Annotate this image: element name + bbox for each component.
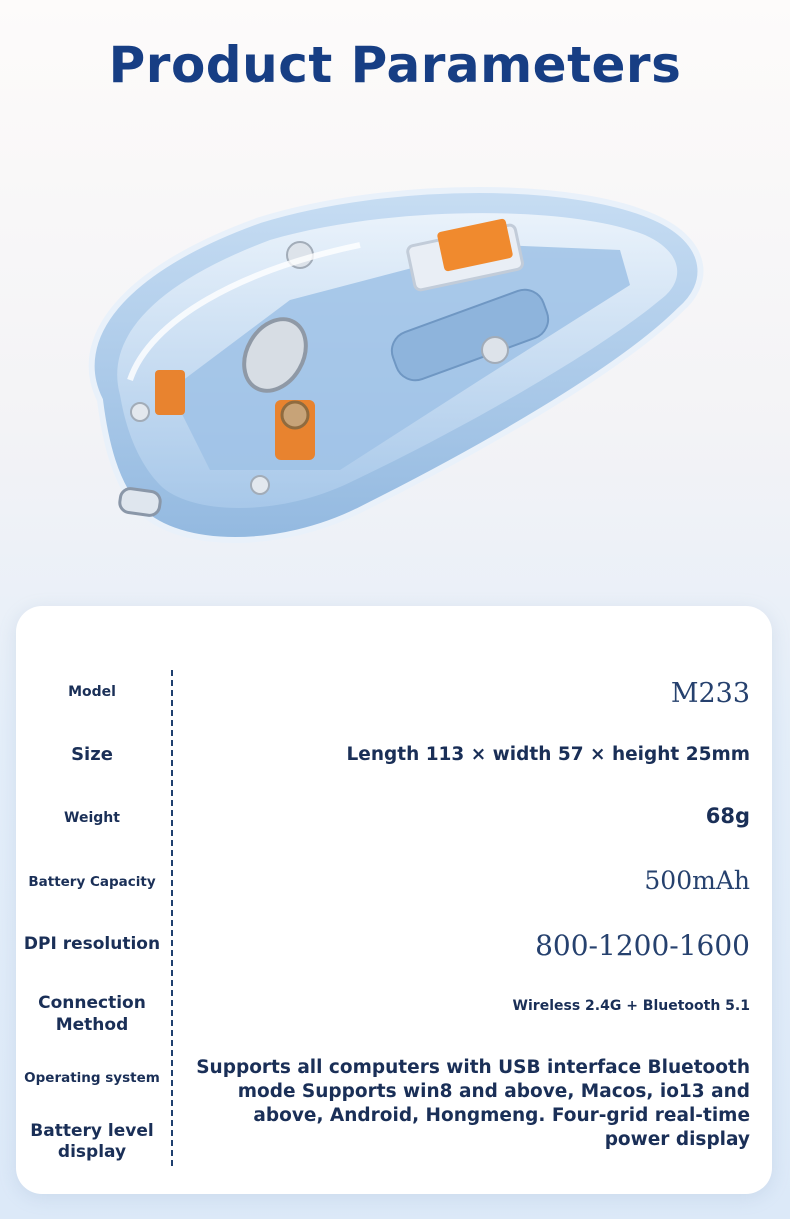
spec-value-battery: 500mAh xyxy=(644,866,750,895)
spec-label-os: Operating system xyxy=(24,1070,160,1086)
spec-label-model: Model xyxy=(68,684,116,700)
spec-value-weight: 68g xyxy=(705,804,750,828)
spec-value-connection: Wireless 2.4G + Bluetooth 5.1 xyxy=(512,998,750,1014)
spec-label-size: Size xyxy=(71,744,113,765)
spec-label-battery-display: Battery level display xyxy=(30,1121,154,1162)
spec-label-dpi: DPI resolution xyxy=(23,934,161,954)
spec-value-size: Length 113 × width 57 × height 25mm xyxy=(346,744,750,765)
page-title: Product Parameters xyxy=(108,36,682,94)
spec-value-dpi: 800-1200-1600 xyxy=(535,929,750,962)
mouse-product-image xyxy=(60,150,740,570)
spec-value-model: M233 xyxy=(670,678,750,709)
spec-label-connection: Connection Method xyxy=(38,993,146,1035)
spec-label-battery-capacity: Battery Capacity xyxy=(28,874,156,890)
spec-label-weight: Weight xyxy=(64,810,120,826)
spec-description: Supports all computers with USB interface Bluetooth mode Supports win8 and above, Macos, io13 and above, Android, Hongmeng. Four-grid real-time power display xyxy=(196,1057,750,1150)
